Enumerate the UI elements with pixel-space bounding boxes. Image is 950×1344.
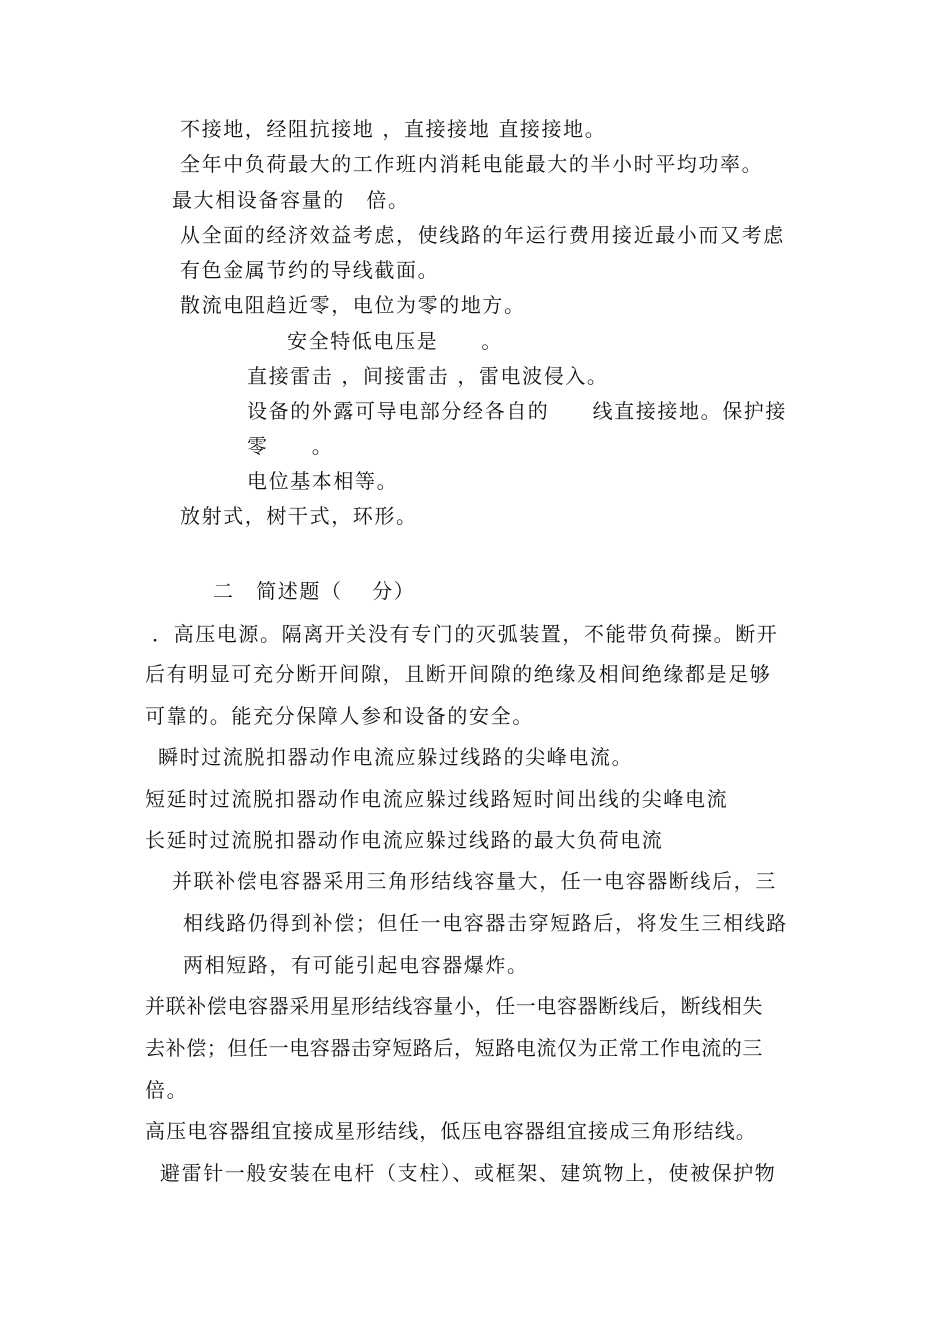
answer-line-5: 散流电阻趋近零，电位为零的地方。 xyxy=(180,293,526,317)
paragraph-5-line-3: 两相短路，有可能引起电容器爆炸。 xyxy=(183,953,529,977)
answer-line-9: 电位基本相等。 xyxy=(247,469,399,493)
paragraph-1-line-1: ．高压电源。隔离开关没有专门的灭弧装置，不能带负荷操。断开 xyxy=(152,622,779,646)
answer-line-2: 全年中负荷最大的工作班内消耗电能最大的半小时平均功率。 xyxy=(180,152,764,176)
answer-line-8a: 设备的外露可导电部分经各自的 线直接接地。保护接 xyxy=(247,399,787,423)
paragraph-5-line-1: 并联补偿电容器采用三角形结线容量大，任一电容器断线后，三 xyxy=(172,869,777,893)
answer-line-1: 不接地，经阻抗接地 ，直接接地 直接接地。 xyxy=(180,117,607,141)
section-heading: 二 简述题（ 分） xyxy=(213,579,416,603)
paragraph-1-line-3: 可靠的。能充分保障人参和设备的安全。 xyxy=(145,704,534,728)
answer-line-4a: 从全面的经济效益考虑，使线路的年运行费用接近最小而又考虑 xyxy=(180,223,785,247)
paragraph-6-line-3: 倍。 xyxy=(145,1078,189,1102)
paragraph-2: 瞬时过流脱扣器动作电流应躲过线路的尖峰电流。 xyxy=(158,745,634,769)
answer-line-10: 放射式，树干式，环形。 xyxy=(180,504,418,528)
answer-line-8b: 零 。 xyxy=(247,434,334,458)
answer-line-3: 最大相设备容量的 倍。 xyxy=(172,188,410,212)
paragraph-6-line-2: 去补偿；但任一电容器击穿短路后，短路电流仅为正常工作电流的三 xyxy=(145,1036,763,1060)
paragraph-5-line-2: 相线路仍得到补偿；但任一电容器击穿短路后，将发生三相线路 xyxy=(183,911,788,935)
answer-line-7: 直接雷击 ，间接雷击 ，雷电波侵入。 xyxy=(247,364,609,388)
paragraph-8: 避雷针一般安装在电杆（支柱）、或框架、建筑物上，使被保护物 xyxy=(160,1161,777,1185)
paragraph-6-line-1: 并联补偿电容器采用星形结线容量小，任一电容器断线后，断线相失 xyxy=(145,994,763,1018)
paragraph-4: 长延时过流脱扣器动作电流应躲过线路的最大负荷电流 xyxy=(145,828,664,852)
answer-line-4b: 有色金属节约的导线截面。 xyxy=(180,258,440,282)
answer-line-6: 安全特低电压是 。 xyxy=(287,329,503,353)
paragraph-1-line-2: 后有明显可充分断开间隙，且断开间隙的绝缘及相间绝缘都是足够 xyxy=(145,662,772,686)
paragraph-7: 高压电容器组宜接成星形结线，低压电容器组宜接成三角形结线。 xyxy=(145,1119,757,1143)
paragraph-3: 短延时过流脱扣器动作电流应躲过线路短时间出线的尖峰电流 xyxy=(145,787,729,811)
